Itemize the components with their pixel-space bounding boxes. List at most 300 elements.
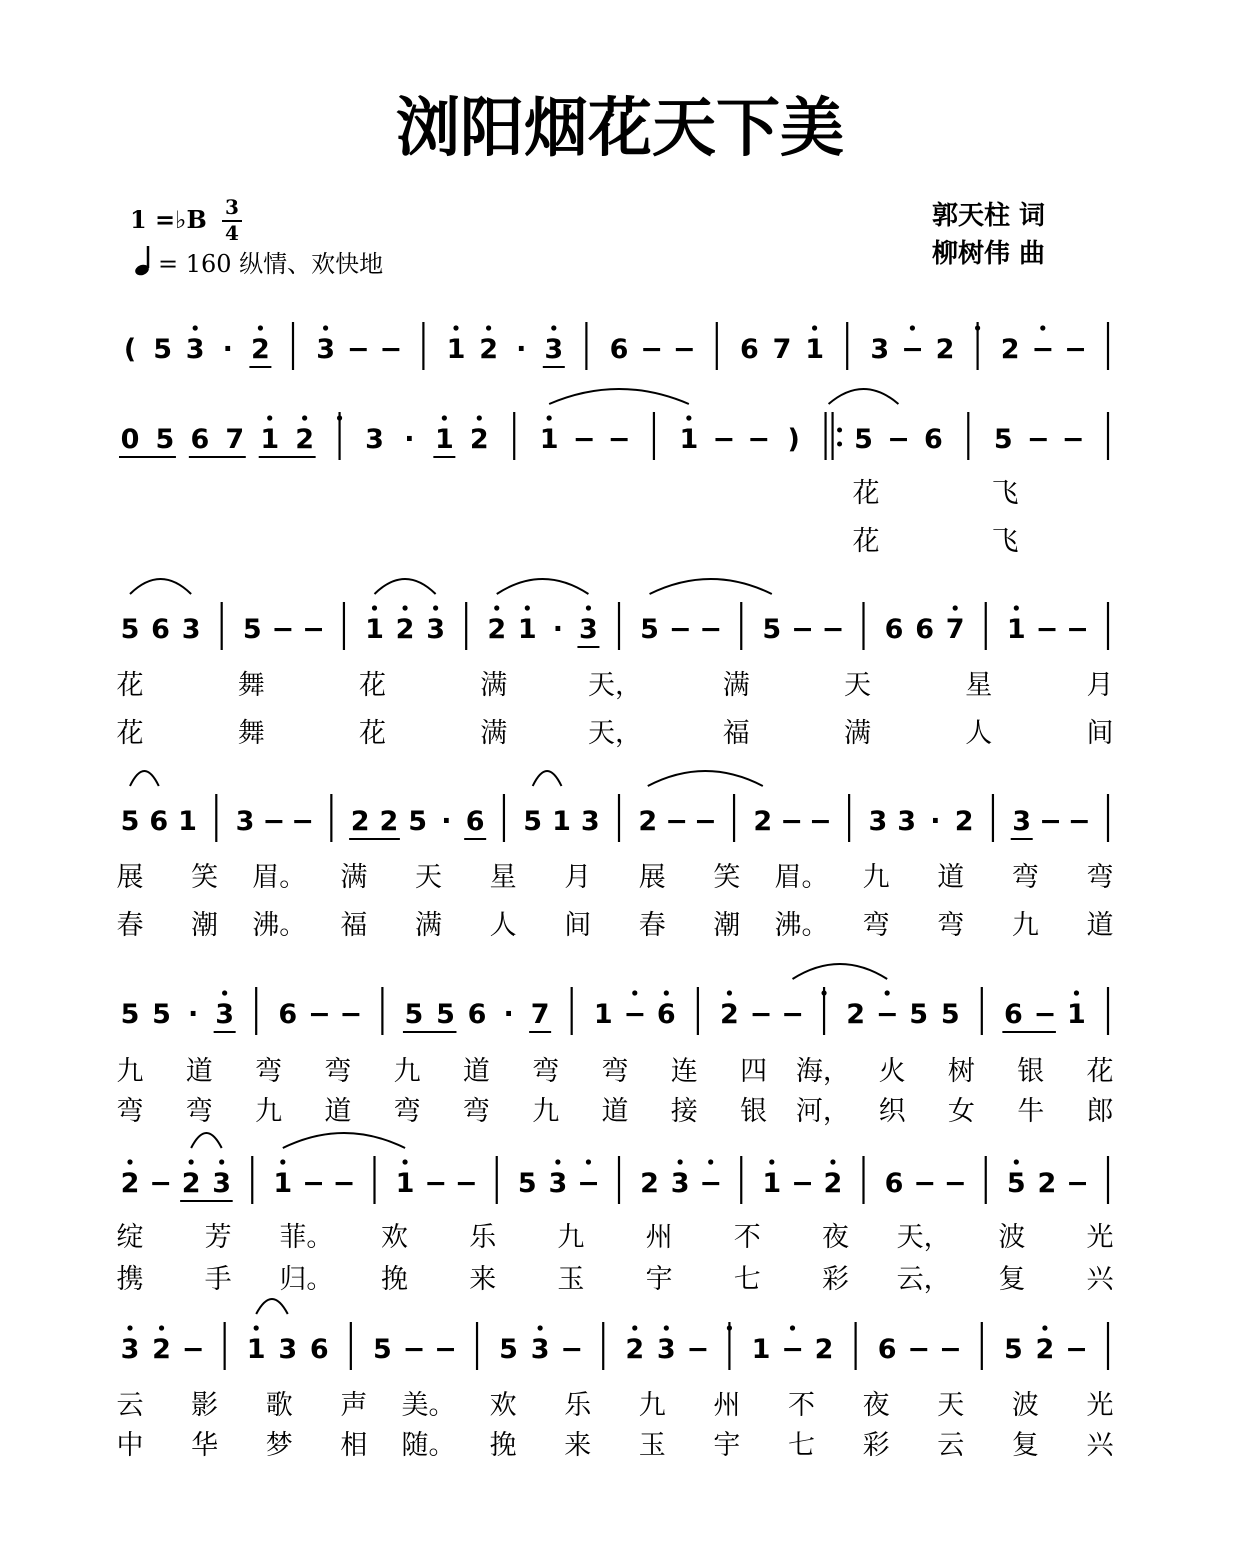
lyric-verse-1: 天 — [414, 862, 442, 893]
octave-dot — [477, 415, 482, 420]
note: 2 — [395, 614, 415, 645]
note: 6 — [190, 424, 210, 455]
note: 6 — [877, 1334, 897, 1365]
note: · — [404, 424, 415, 455]
note: − — [913, 1168, 936, 1199]
music-line-7 — [117, 1299, 1115, 1461]
note: 2 — [469, 424, 489, 455]
octave-dot — [280, 1159, 285, 1164]
octave-dot — [586, 1159, 591, 1164]
lyric-verse-2: 沸。 — [774, 910, 829, 941]
slur — [130, 579, 191, 594]
slur — [283, 1133, 405, 1148]
octave-dot — [975, 325, 980, 330]
lyric-verse-1: 歌 — [265, 1390, 293, 1421]
lyric-verse-1: 天， — [588, 670, 642, 701]
lyric-verse-2: 九 — [255, 1096, 283, 1127]
note: 2 — [1000, 334, 1020, 365]
note: 3 — [868, 806, 888, 837]
note: 3 — [870, 334, 890, 365]
note: · — [552, 614, 564, 645]
lyric-verse-2: 人 — [965, 718, 993, 749]
lyric-verse-1: 树 — [947, 1056, 975, 1087]
octave-dot — [189, 1159, 194, 1164]
slur — [256, 1299, 288, 1314]
note: 3 — [365, 424, 384, 455]
note: 1 — [434, 424, 454, 455]
slur — [650, 579, 772, 594]
note: − — [668, 614, 692, 645]
lyric-verse-1: 连 — [670, 1056, 698, 1087]
note: 1 — [679, 424, 699, 455]
quarter-note-icon — [134, 246, 151, 277]
lyric-verse-1: 道 — [937, 862, 965, 893]
note: 1 — [593, 999, 613, 1030]
note: − — [699, 614, 722, 645]
octave-dot — [372, 605, 377, 610]
note: 0 — [120, 424, 140, 455]
note: 1 — [1067, 999, 1086, 1030]
time-signature-top: 3 — [225, 195, 239, 219]
note: − — [749, 999, 773, 1030]
note: − — [1026, 424, 1050, 455]
lyric-verse-1: 展 — [116, 862, 144, 893]
lyric-verse-1: 州 — [713, 1390, 741, 1421]
note: 5 — [436, 999, 455, 1030]
note: 2 — [1035, 1334, 1055, 1365]
music-line-2 — [119, 389, 1108, 557]
note: 6 — [656, 999, 676, 1030]
note: − — [780, 806, 803, 837]
note: 2 — [479, 334, 498, 365]
note: 3 — [278, 1334, 298, 1365]
octave-dot — [494, 605, 499, 610]
lyric-verse-2: 云 — [937, 1430, 965, 1461]
note: 6 — [149, 806, 169, 837]
octave-dot — [586, 605, 591, 610]
lyric-verse-1: 花 — [359, 670, 386, 701]
note: 3 — [185, 334, 205, 365]
lyric-verse-2: 潮 — [191, 910, 219, 941]
lyric-verse-2: 弯 — [185, 1096, 213, 1127]
note: 5 — [517, 1168, 537, 1199]
note: 3 — [530, 1334, 550, 1365]
note: − — [665, 806, 688, 837]
note: 2 — [753, 806, 773, 837]
note: 5 — [993, 424, 1013, 455]
lyric-verse-1: 夜 — [821, 1222, 849, 1253]
note: − — [907, 1334, 931, 1365]
note: 5 — [404, 999, 424, 1030]
octave-dot — [127, 1325, 132, 1330]
note: − — [791, 614, 814, 645]
note: − — [938, 1334, 962, 1365]
note: − — [821, 614, 845, 645]
lyric-verse-1: 弯 — [532, 1056, 560, 1087]
note: − — [686, 1334, 710, 1365]
note: − — [1035, 614, 1059, 645]
note: 6 — [309, 1334, 329, 1365]
note: 2 — [487, 614, 507, 645]
note: − — [434, 1334, 457, 1365]
note: 3 — [316, 334, 335, 365]
octave-dot — [547, 415, 552, 420]
music-line-1 — [124, 322, 1108, 370]
lyric-verse-1: 火 — [878, 1056, 906, 1087]
octave-dot — [812, 325, 817, 330]
lyric-verse-2: 道 — [1086, 910, 1114, 941]
note: 5 — [408, 806, 428, 837]
octave-dot — [127, 1159, 132, 1164]
lyric-verse-2: 福 — [722, 718, 750, 749]
lyric-verse-2: 挽 — [489, 1430, 517, 1461]
lyric-verse-2: 人 — [489, 910, 517, 941]
note: · — [930, 806, 941, 837]
lyric-verse-1: 展 — [638, 862, 666, 893]
octave-dot — [1014, 605, 1019, 610]
note: − — [572, 424, 596, 455]
lyric-verse-1: 声 — [340, 1390, 368, 1421]
lyric-verse-2: 九 — [532, 1096, 560, 1127]
note: 3 — [212, 1168, 232, 1199]
note: 5 — [523, 806, 543, 837]
lyric-verse-2: 福 — [340, 910, 368, 941]
note: 3 — [181, 614, 201, 645]
lyric-verse-2: 花 — [116, 718, 144, 749]
lyric-verse-1: 乐 — [469, 1222, 497, 1253]
note: − — [607, 424, 631, 455]
lyric-verse-1: 银 — [1017, 1056, 1045, 1087]
note: 1 — [246, 1334, 266, 1365]
slur — [130, 771, 159, 786]
octave-dot — [727, 990, 732, 995]
octave-dot — [551, 325, 556, 330]
note: 1 — [273, 1168, 293, 1199]
note: 2 — [640, 1168, 659, 1199]
lyric-verse-1: 满 — [340, 862, 368, 893]
note: 3 — [580, 806, 600, 837]
octave-dot — [302, 415, 307, 420]
lyric-verse-1: 弯 — [324, 1056, 352, 1087]
octave-dot — [632, 990, 637, 995]
lyric-verse-1: 夜 — [862, 1390, 890, 1421]
octave-dot — [222, 990, 227, 995]
note: 3 — [548, 1168, 568, 1199]
lyric-verse-1: 菲。 — [279, 1222, 334, 1253]
note: · — [441, 806, 452, 837]
lyric-verse-2: 云， — [896, 1264, 951, 1295]
lyric-verse-1: 道 — [185, 1056, 213, 1087]
lyric-verse-1: 州 — [645, 1222, 673, 1253]
note: − — [1031, 334, 1055, 365]
lyric-verse-2: 道 — [324, 1096, 352, 1127]
note: 3 — [426, 614, 446, 645]
note: 2 — [846, 999, 866, 1030]
note: − — [672, 334, 696, 365]
note: 1 — [395, 1168, 415, 1199]
lyric-verse-2: 彩 — [862, 1430, 890, 1461]
note: − — [262, 806, 286, 837]
note: − — [346, 334, 370, 365]
octave-dot — [678, 1159, 683, 1164]
lyric-verse-2: 归。 — [279, 1264, 334, 1295]
lyric-verse-1: 九 — [393, 1056, 421, 1087]
octave-dot — [442, 415, 447, 420]
note: 7 — [772, 334, 792, 365]
lyric-verse-2: 潮 — [713, 910, 741, 941]
octave-dot — [664, 1325, 669, 1330]
octave-dot — [402, 1159, 407, 1164]
note: 5 — [854, 424, 873, 455]
note: 5 — [153, 334, 172, 365]
note: 1 — [805, 334, 824, 365]
octave-dot — [433, 605, 438, 610]
note: 5 — [909, 999, 929, 1030]
lyric-verse-2: 银 — [740, 1096, 768, 1127]
note: 6 — [884, 1168, 904, 1199]
lyric-verse-1: 眉。 — [252, 862, 307, 893]
note: 6 — [151, 614, 170, 645]
note: 3 — [215, 999, 235, 1030]
note: 7 — [945, 614, 965, 645]
lyric-verse-1: 满 — [480, 670, 508, 701]
note: 6 — [915, 614, 935, 645]
note: 5 — [152, 999, 171, 1030]
lyric-verse-2: 花 — [852, 526, 880, 557]
octave-dot — [1042, 1325, 1047, 1330]
note: 3 — [120, 1334, 140, 1365]
note: 3 — [897, 806, 917, 837]
octave-dot — [664, 990, 669, 995]
lyric-verse-2: 相 — [340, 1430, 368, 1461]
lyric-verse-2: 兴 — [1086, 1430, 1114, 1461]
note: − — [379, 334, 403, 365]
note: − — [1033, 999, 1057, 1030]
octave-dot — [769, 1159, 774, 1164]
note: 6 — [884, 614, 904, 645]
lyric-verse-1: 欢 — [489, 1390, 517, 1421]
octave-dot — [1040, 325, 1045, 330]
note: 6 — [609, 334, 629, 365]
lyric-verse-2: 牛 — [1017, 1096, 1045, 1127]
lyric-verse-1: 波 — [1011, 1390, 1039, 1421]
note: 3 — [544, 334, 564, 365]
note: 2 — [638, 806, 658, 837]
lyric-verse-2: 复 — [998, 1264, 1026, 1295]
lyric-verse-1: 星 — [489, 862, 517, 893]
note: 5 — [155, 424, 175, 455]
lyric-verse-1: 海， — [795, 1056, 850, 1087]
note: − — [640, 334, 663, 365]
note: 3 — [670, 1168, 690, 1199]
note: − — [402, 1334, 426, 1365]
lyric-verse-2: 河， — [795, 1096, 850, 1127]
note: − — [1067, 806, 1091, 837]
note: − — [693, 806, 717, 837]
lyric-verse-1: 笑 — [713, 862, 741, 893]
lyric-verse-2: 满 — [480, 718, 508, 749]
lyric-verse-1: 影 — [191, 1390, 219, 1421]
octave-dot — [708, 1159, 713, 1164]
lyric-verse-1: 飞 — [991, 478, 1019, 509]
note: − — [875, 999, 899, 1030]
note: 2 — [295, 424, 315, 455]
lyric-verse-2: 宇 — [645, 1264, 673, 1295]
note: · — [516, 334, 527, 365]
music-line-6 — [117, 1133, 1115, 1295]
note: ( — [123, 334, 137, 365]
lyric-verse-2: 郎 — [1086, 1096, 1114, 1127]
octave-dot — [219, 1159, 224, 1164]
note: 2 — [152, 1334, 171, 1365]
lyric-verse-2: 复 — [1011, 1430, 1039, 1461]
octave-dot — [525, 605, 530, 610]
note: − — [699, 1168, 722, 1199]
octave-dot — [821, 990, 826, 995]
lyric-verse-1: 九 — [557, 1222, 585, 1253]
note: 6 — [467, 999, 487, 1030]
note: 3 — [235, 806, 255, 837]
note: − — [271, 614, 295, 645]
note: − — [1066, 1168, 1089, 1199]
lyric-verse-1: 笑 — [191, 862, 219, 893]
lyric-verse-1: 弯 — [1086, 862, 1114, 893]
note: − — [149, 1168, 172, 1199]
slur — [549, 389, 689, 404]
octave-dot — [830, 1159, 835, 1164]
note: 5 — [640, 614, 659, 645]
octave-dot — [323, 325, 328, 330]
octave-dot — [790, 1325, 795, 1330]
lyric-verse-1: 芳 — [204, 1222, 232, 1253]
note: 6 — [465, 806, 485, 837]
note: − — [1064, 334, 1087, 365]
note: 2 — [1037, 1168, 1057, 1199]
octave-dot — [910, 325, 915, 330]
note: − — [712, 424, 736, 455]
lyric-verse-1: 月 — [564, 862, 592, 893]
lyric-verse-2: 中 — [116, 1430, 144, 1461]
note: 6 — [1003, 999, 1023, 1030]
lyric-verse-1: 弯 — [601, 1056, 629, 1087]
octave-dot — [686, 415, 691, 420]
lyric-verse-1: 花 — [852, 478, 880, 509]
note: − — [1066, 614, 1089, 645]
lyric-verse-1: 花 — [1086, 1056, 1114, 1087]
note: 2 — [251, 334, 270, 365]
lyric-verse-2: 满 — [844, 718, 871, 749]
note: ) — [787, 424, 800, 455]
lyric-verse-2: 女 — [947, 1096, 975, 1127]
note: − — [901, 334, 924, 365]
octave-dot — [486, 325, 491, 330]
note: 1 — [260, 424, 280, 455]
octave-dot — [727, 1325, 732, 1330]
note: − — [791, 1168, 814, 1199]
note: 2 — [954, 806, 974, 837]
lyric-verse-2: 道 — [601, 1096, 629, 1127]
note: 3 — [656, 1334, 676, 1365]
lyric-verse-1: 天 — [937, 1390, 965, 1421]
note: − — [887, 424, 910, 455]
note: − — [339, 999, 363, 1030]
note: · — [222, 334, 233, 365]
note: 2 — [379, 806, 399, 837]
octave-dot — [337, 415, 342, 420]
lyric-verse-1: 舞 — [237, 670, 265, 701]
lyric-verse-2: 七 — [733, 1264, 761, 1295]
lyric-verse-1: 四 — [740, 1056, 768, 1087]
note: − — [781, 999, 804, 1030]
octave-dot — [193, 325, 198, 330]
repeat-dot — [837, 428, 842, 433]
lyric-verse-2: 弯 — [862, 910, 890, 941]
lyric-verse-1: 绽 — [116, 1222, 144, 1253]
lyric-verse-1: 乐 — [564, 1390, 592, 1421]
lyric-verse-1: 月 — [1086, 670, 1114, 701]
lyric-verse-1: 天， — [896, 1222, 951, 1253]
note: 5 — [372, 1334, 392, 1365]
lyric-verse-1: 弯 — [255, 1056, 283, 1087]
lyric-verse-2: 天， — [588, 718, 642, 749]
octave-dot — [1074, 990, 1079, 995]
note: − — [1061, 424, 1085, 455]
note: 1 — [365, 614, 384, 645]
slur — [533, 771, 562, 786]
music-systems — [117, 322, 1115, 1461]
slur — [793, 964, 888, 979]
note: − — [302, 614, 325, 645]
note: 2 — [350, 806, 370, 837]
octave-dot — [254, 1325, 259, 1330]
lyric-verse-2: 兴 — [1086, 1264, 1114, 1295]
note: 1 — [178, 806, 197, 837]
note: 2 — [181, 1168, 201, 1199]
music-line-5 — [117, 964, 1114, 1127]
lyric-verse-2: 春 — [116, 910, 144, 941]
octave-dot — [453, 325, 458, 330]
key-signature: 1 =♭B — [130, 205, 207, 234]
lyric-verse-1: 道 — [462, 1056, 490, 1087]
octave-dot — [632, 1325, 637, 1330]
note: 5 — [1003, 1334, 1023, 1365]
note: − — [747, 424, 771, 455]
slur — [375, 579, 436, 594]
song-title: 浏阳烟花天下美 — [396, 92, 844, 166]
note: − — [623, 999, 647, 1030]
lyric-verse-1: 美。 — [401, 1390, 456, 1421]
note: 6 — [278, 999, 298, 1030]
octave-dot — [555, 1159, 560, 1164]
lyric-verse-2: 彩 — [821, 1264, 849, 1295]
lyric-verse-2: 弯 — [116, 1096, 144, 1127]
slur — [191, 1133, 222, 1148]
lyric-verse-1: 九 — [638, 1390, 666, 1421]
lyric-verse-2: 春 — [638, 910, 666, 941]
lyric-verse-2: 织 — [878, 1096, 906, 1127]
note: 2 — [720, 999, 739, 1030]
lyric-verse-1: 星 — [965, 670, 993, 701]
note: − — [809, 806, 832, 837]
lyric-verse-1: 九 — [862, 862, 890, 893]
note: 5 — [120, 614, 140, 645]
lyric-verse-2: 来 — [469, 1264, 497, 1295]
lyric-verse-2: 携 — [116, 1264, 144, 1295]
note: 5 — [499, 1334, 518, 1365]
note: − — [332, 1168, 356, 1199]
note: 2 — [814, 1334, 834, 1365]
note: − — [454, 1168, 478, 1199]
